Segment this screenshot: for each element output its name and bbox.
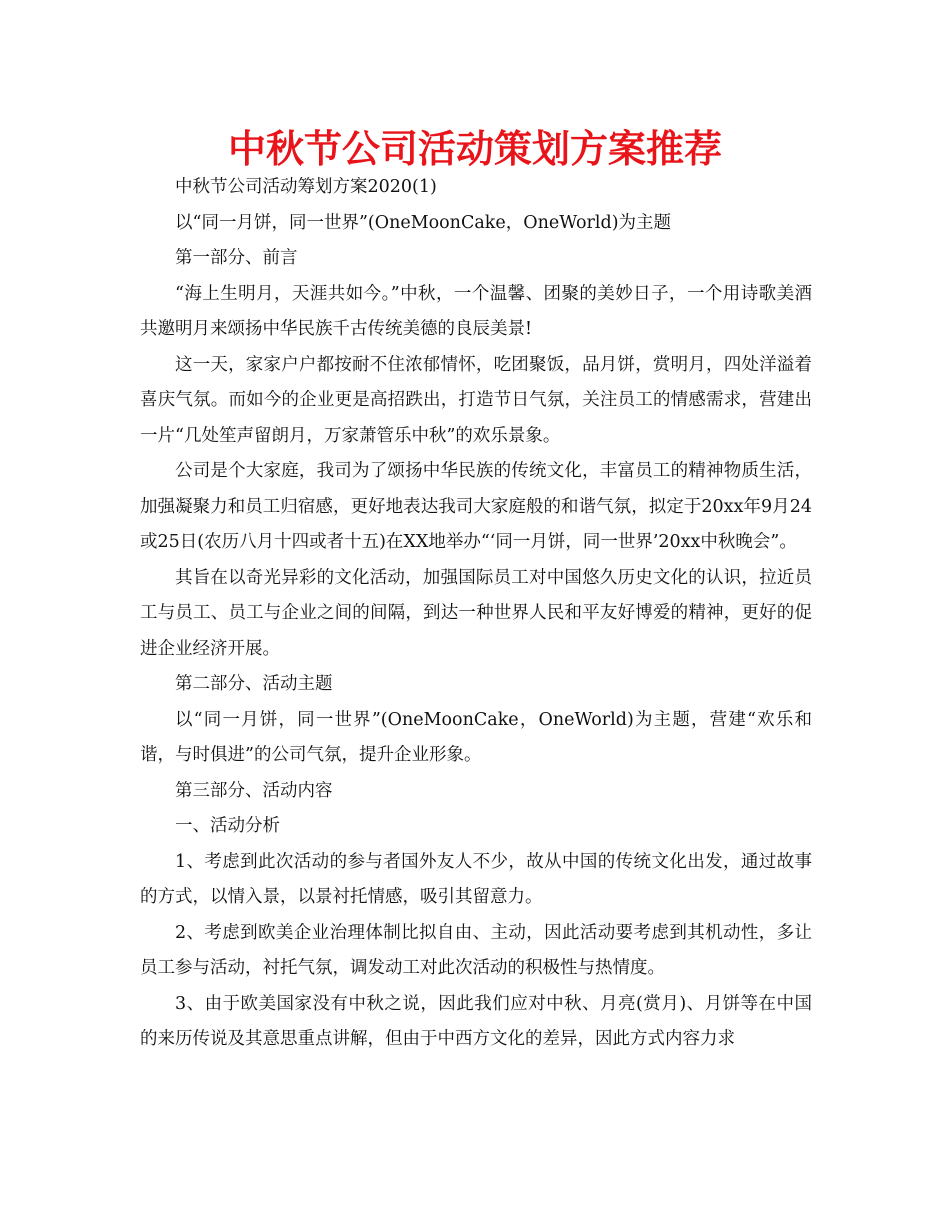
paragraph-purpose: 其旨在以奇光异彩的文化活动，加强国际员工对中国悠久历史文化的认识，拉近员工与员工、员工与企业之间的间隔，到达一种世界人民和平友好博爱的精神，更好的促进企业经济开展。 — [140, 567, 812, 659]
section-heading-theme: 第二部分、活动主题 — [175, 674, 333, 694]
section-heading-content: 第三部分、活动内容 — [175, 780, 333, 801]
list-item-3: 3、由于欧美国家没有中秋之说，因此我们应对中秋、月亮(赏月)、月饼等在中国的来历传说及其意思重点讲解，但由于中西方文化的差异，因此方式内容力求 — [140, 993, 812, 1049]
document-title: 中秋节公司活动策划方案推荐 — [227, 127, 722, 171]
paragraph-subtitle: 中秋节公司活动筹划方案2020(1) — [175, 177, 437, 197]
paragraph-theme-intro: 以“同一月饼，同一世界”(OneMoonCake，OneWorld)为主题 — [175, 212, 672, 233]
list-item-1: 1、考虑到此次活动的参与者国外友人不少，故从中国的传统文化出发，通过故事的方式，以情入景，以景衬托情感，吸引其留意力。 — [140, 851, 812, 907]
list-item-2: 2、考虑到欧美企业治理体制比拟自由、主动，因此活动要考虑到其机动性，多让员工参与活动，衬托气氛，调发动工对此次活动的积极性与热情度。 — [140, 922, 812, 978]
paragraph-company-family: 公司是个大家庭，我司为了颂扬中华民族的传统文化，丰富员工的精神物质生活，加强凝聚力和员工归宿感，更好地表达我司大家庭般的和谐气氛，拟定于20xx年9月24或25日(农历八月十四或者十五)在XX地举办“‘同一月饼，同一世界’20xx中秋晚会”。 — [140, 461, 812, 552]
paragraph-poem: “海上生明月，天涯共如今。”中秋，一个温馨、团聚的美妙日子，一个用诗歌美酒共邀明月来颂扬中华民族千古传统美德的良辰美景! — [140, 283, 812, 339]
subheading-analysis: 一、活动分析 — [175, 816, 280, 836]
paragraph-festival-day: 这一天，家家户户都按耐不住浓郁情怀，吃团聚饭，品月饼，赏明月，四处洋溢着喜庆气氛。而如今的企业更是高招跌出，打造节日气氛，关注员工的情感需求，营建出一片“几处笙声留朗月，万家萧管乐中秋”的欢乐景象。 — [140, 354, 812, 446]
section-heading-preface: 第一部分、前言 — [175, 248, 298, 268]
paragraph-theme: 以“同一月饼，同一世界”(OneMoonCake，OneWorld)为主题，营建“欢乐和谐，与时俱进”的公司气氛，提升企业形象。 — [140, 709, 812, 765]
document-body — [140, 170, 812, 1058]
